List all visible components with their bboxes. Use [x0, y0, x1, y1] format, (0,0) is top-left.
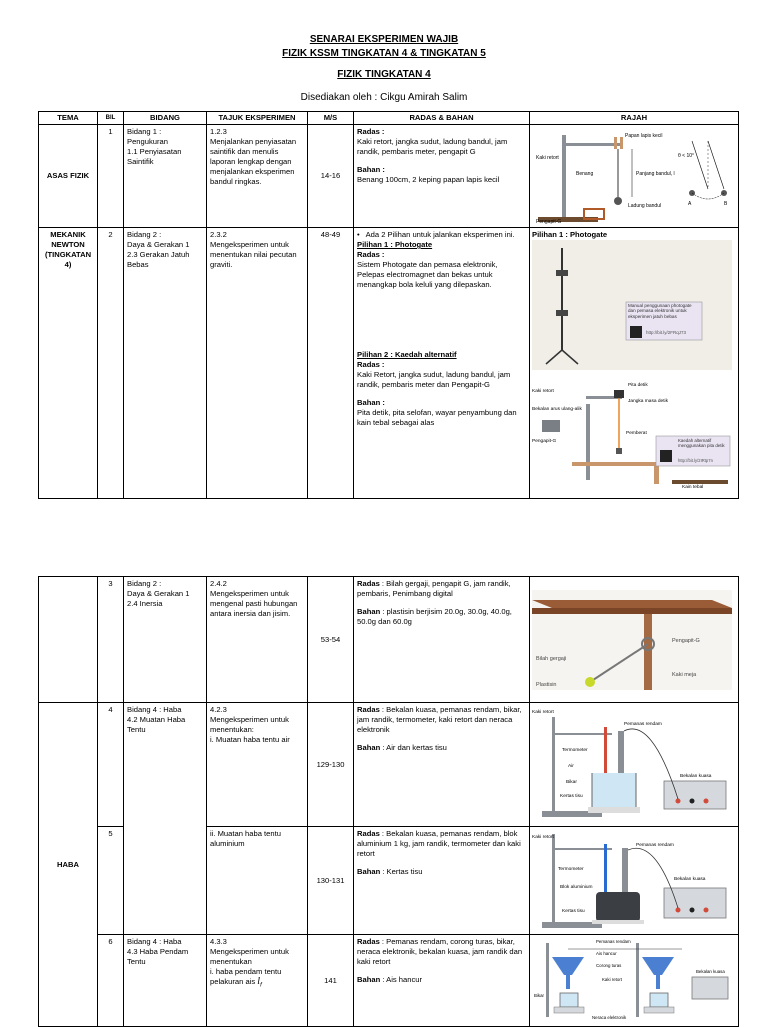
- power-supply-icon: [664, 888, 726, 918]
- page-cell: 141: [308, 935, 354, 1027]
- page-cell: 48-49: [308, 228, 354, 499]
- svg-text:Bilah gergaji: Bilah gergaji: [536, 655, 567, 662]
- heater-icon: [622, 848, 628, 896]
- diagram-cell: [530, 935, 739, 1027]
- tema-cell: ASAS FIZIK: [39, 125, 98, 228]
- page-cell: 14-16: [308, 125, 354, 228]
- qr-code-icon: [630, 326, 642, 338]
- svg-text:Corong turas: Corong turas: [596, 963, 622, 968]
- column-header: BIL: [98, 112, 124, 125]
- plasticine-icon: [585, 677, 595, 687]
- diagram-caption: Pilihan 1 : Photogate: [532, 230, 608, 239]
- power-supply-icon: [542, 420, 560, 432]
- bob-icon: [614, 197, 622, 205]
- ticker-timer-icon: [614, 390, 624, 398]
- table-leg-icon: [644, 614, 652, 690]
- svg-text:Kertas tisu: Kertas tisu: [562, 908, 585, 914]
- bidang-cell: Bidang 4 : Haba 4.2 Muatan Haba Tentu: [124, 703, 207, 935]
- stand-icon: [552, 834, 555, 922]
- svg-text:Pemberat: Pemberat: [626, 431, 647, 436]
- radas-cell: Radas : Bekalan kuasa, pemanas rendam, blok aluminium 1 kg, jam randik, termometer dan kaki retort Bahan : Kertas tisu: [354, 827, 530, 935]
- heat-capacity-water-diagram: [532, 707, 732, 823]
- table-row: [39, 935, 739, 1027]
- diagram-cell: [530, 228, 739, 499]
- svg-text:Kaki meja: Kaki meja: [672, 671, 697, 678]
- bil-cell: 4: [98, 703, 124, 827]
- svg-text:Bikar: Bikar: [566, 779, 577, 785]
- svg-text:Jangka masa detik: Jangka masa detik: [628, 399, 668, 404]
- table-top-icon: [532, 600, 732, 608]
- radas-cell: Radas : Pemanas rendam, corong turas, bikar, neraca elektronik, bekalan kuasa, jam randik dan kaki retort Bahan : Ais hancur: [354, 935, 530, 1027]
- tajuk-cell: 4.2.3 Mengeksperimen untuk menentukan: i. Muatan haba tentu air: [207, 703, 308, 827]
- diagram-cell: [530, 577, 739, 703]
- svg-text:A: A: [688, 201, 692, 207]
- svg-text:Bekalan arus ulang-alik: Bekalan arus ulang-alik: [532, 407, 582, 412]
- svg-text:Papan lapis kecil: Papan lapis kecil: [625, 133, 663, 139]
- section-title: FIZIK TINGKATAN 4: [337, 69, 431, 80]
- table-row: [39, 703, 739, 827]
- tajuk-cell: 2.3.2 Mengeksperimen untuk menentukan nilai pecutan graviti.: [207, 228, 308, 499]
- inertia-diagram: [532, 590, 732, 690]
- svg-text:Bekalan kuasa: Bekalan kuasa: [680, 773, 712, 779]
- tajuk-cell: ii. Muatan haba tentu aluminium: [207, 827, 308, 935]
- tema-cell: [39, 577, 98, 703]
- svg-text:Kaki retort: Kaki retort: [602, 977, 623, 982]
- column-header: BIDANG: [124, 112, 207, 125]
- svg-text:http://bit.ly/2FRqJ73: http://bit.ly/2FRqJ73: [646, 330, 687, 335]
- page-cell: 130-131: [308, 827, 354, 935]
- svg-text:Bikar: Bikar: [534, 993, 545, 998]
- radas-cell: Radas : Kaki retort, jangka sudut, ladung bandul, jam randik, pembaris meter, pengapit G Bahan : Benang 100cm, 2 keping papan lapis kecil: [354, 125, 530, 228]
- svg-text:Blok aluminium: Blok aluminium: [560, 884, 593, 890]
- bil-cell: 1: [98, 125, 124, 228]
- svg-text:Ais hancur: Ais hancur: [596, 951, 617, 956]
- latent-heat-diagram: [532, 937, 732, 1021]
- column-header: TAJUK EKSPERIMEN: [207, 112, 308, 125]
- svg-text:Ladung bandul: Ladung bandul: [628, 203, 662, 209]
- bil-cell: 6: [98, 935, 124, 1027]
- beaker-icon: [592, 773, 636, 811]
- page-cell: 53-54: [308, 577, 354, 703]
- svg-text:θ < 10°: θ < 10°: [678, 153, 695, 159]
- ticker-tape-diagram: Kaedah alternatif menggunakan pita detik http://bit.ly/2IRtp7n Kaki retort Bekalan arus ulang-alik Pita detik Jangka masa detik Pemberat Pengapit-G Kain tebal: [532, 376, 732, 488]
- column-header: RADAS & BAHAN: [354, 112, 530, 125]
- beaker-icon: [560, 993, 578, 1007]
- svg-text:Plastisin: Plastisin: [536, 681, 557, 688]
- diagram-cell: [530, 827, 739, 935]
- svg-text:Pengapit-G: Pengapit-G: [532, 439, 557, 444]
- balance-icon: [554, 1007, 584, 1013]
- svg-text:Kaki retort: Kaki retort: [536, 155, 559, 161]
- svg-text:Air: Air: [568, 763, 574, 769]
- tajuk-cell: 2.4.2 Mengeksperimen untuk mengenal pasti hubungan antara inersia dan jisim.: [207, 577, 308, 703]
- page-cell: 129-130: [308, 703, 354, 827]
- document-subtitle: FIZIK KSSM TINGKATAN 4 & TINGKATAN 5: [282, 48, 486, 59]
- bidang-cell: Bidang 1 : Pengukuran 1.1 Penyiasatan Saintifik: [124, 125, 207, 228]
- heat-capacity-aluminium-diagram: [532, 830, 732, 932]
- power-supply-icon: [692, 977, 728, 999]
- radas-cell: Radas : Bilah gergaji, pengapit G, jam randik, pembaris, Penimbang digital Bahan : plastisin berjisim 20.0g, 30.0g, 40.0g, 50.0g dan 60.0g: [354, 577, 530, 703]
- svg-text:B: B: [724, 201, 728, 207]
- svg-text:Neraca elektronik: Neraca elektronik: [592, 1015, 627, 1020]
- svg-text:Bekalan kuasa: Bekalan kuasa: [696, 969, 725, 974]
- svg-text:Kaki retort: Kaki retort: [532, 834, 554, 840]
- column-header: TEMA: [39, 112, 98, 125]
- svg-text:Panjang bandul, l: Panjang bandul, l: [636, 171, 675, 177]
- experiment-table-2: [38, 576, 739, 1027]
- photogate-diagram: Manual penggunaan photogate dan pemasa elektronik untuk eksperimen jatuh bebas http://bit.ly/2FRqJ73: [532, 240, 732, 370]
- svg-text:Pemanas rendam: Pemanas rendam: [624, 721, 662, 727]
- experiment-table-1: [38, 111, 739, 499]
- svg-text:Pita detik: Pita detik: [628, 383, 648, 388]
- diagram-cell: [530, 703, 739, 827]
- aluminium-block-icon: [596, 892, 640, 922]
- tema-cell: HABA: [39, 703, 98, 1027]
- table-row: [39, 228, 739, 499]
- radas-cell: Radas : Bekalan kuasa, pemanas rendam, bikar, jam randik, termometer, kaki retort dan neraca elektronik Bahan : Air dan kertas tisu: [354, 703, 530, 827]
- tajuk-cell: 1.2.3 Menjalankan penyiasatan saintifik dan menulis laporan lengkap dengan menjalankan eksperimen bandul ringkas.: [207, 125, 308, 228]
- svg-text:Kaki retort: Kaki retort: [532, 709, 554, 715]
- diagram-cell: [530, 125, 739, 228]
- stand-icon: [546, 943, 549, 1017]
- stand-icon: [552, 717, 555, 811]
- svg-text:Termometer: Termometer: [562, 747, 588, 753]
- svg-text:Bekalan kuasa: Bekalan kuasa: [674, 876, 706, 882]
- svg-text:http://bit.ly/2IRtp7n: http://bit.ly/2IRtp7n: [678, 458, 713, 463]
- table-top-icon: [572, 462, 668, 466]
- svg-text:Kaki retort: Kaki retort: [532, 389, 554, 394]
- tajuk-cell: 4.3.3 Mengeksperimen untuk menentukan i. haba pendam tentu pelakuran ais $l_f$: [207, 935, 308, 1027]
- svg-text:Kain tebal: Kain tebal: [682, 485, 704, 488]
- radas-cell: • Ada 2 Pilihan untuk jalankan eksperimen ini. Pilihan 1 : Photogate Radas : Sistem Photogate dan pemasa elektronik, Pelepas electromagnet dan bekas untuk menangkap bola keluli yang dilepaskan. Pilihan 2 : Kaedah alternatif Radas : Kaki Retort, jangka sudut, ladung bandul, jam randik, pembaris meter dan Pengapit-G Bahan : Pita detik, pita selofan, wayar penyambung dan kain tebal sebagai alas: [354, 228, 530, 499]
- svg-text:Benang: Benang: [576, 171, 594, 177]
- pendulum-diagram: [532, 127, 732, 225]
- svg-text:Pengapit-G: Pengapit-G: [672, 637, 700, 644]
- svg-text:Termometer: Termometer: [558, 866, 584, 872]
- table-row: [39, 577, 739, 703]
- bidang-cell: Bidang 2 : Daya & Gerakan 1 2.4 Inersia: [124, 577, 207, 703]
- svg-text:Pemanas rendam: Pemanas rendam: [596, 939, 631, 944]
- table-header-row: [39, 112, 739, 125]
- svg-text:Pengapit-G: Pengapit-G: [536, 219, 562, 225]
- document-title: SENARAI EKSPERIMEN WAJIB: [309, 34, 459, 45]
- table-row: [39, 125, 739, 228]
- svg-text:Kertas tisu: Kertas tisu: [560, 793, 583, 799]
- retort-stand-icon: [562, 135, 566, 217]
- column-header: RAJAH: [530, 112, 739, 125]
- funnel-icon: [552, 957, 584, 975]
- tema-cell: MEKANIK NEWTON (TINGKATAN 4): [39, 228, 98, 499]
- bidang-cell: Bidang 4 : Haba 4.3 Haba Pendam Tentu: [124, 935, 207, 1027]
- bil-cell: 5: [98, 827, 124, 935]
- prepared-by: Disediakan oleh : Cikgu Amirah Salim: [300, 92, 468, 103]
- svg-text:Pemanas rendam: Pemanas rendam: [636, 842, 674, 848]
- column-header: M/S: [308, 112, 354, 125]
- bil-cell: 3: [98, 577, 124, 703]
- thermometer-icon: [604, 844, 607, 896]
- bil-cell: 2: [98, 228, 124, 499]
- bidang-cell: Bidang 2 : Daya & Gerakan 1 2.3 Gerakan Jatuh Bebas: [124, 228, 207, 499]
